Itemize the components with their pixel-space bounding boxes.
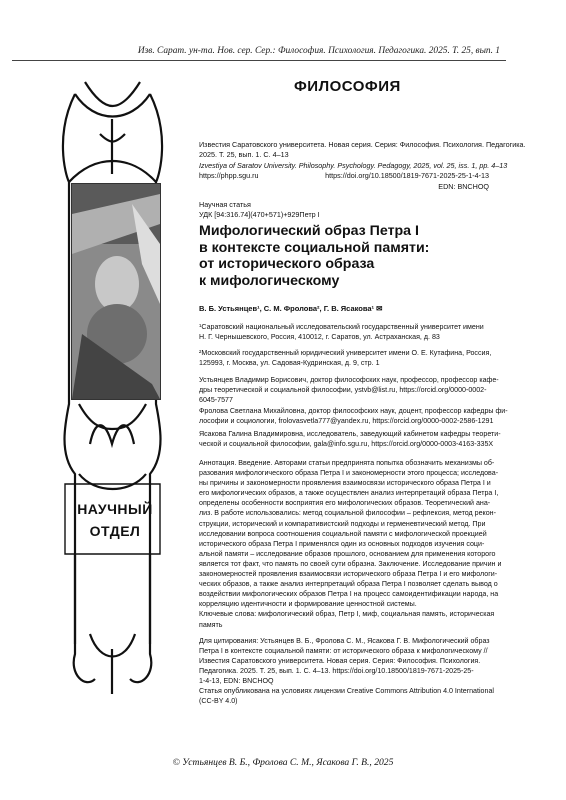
journal-meta	[199, 140, 526, 192]
affiliation-1	[199, 322, 491, 342]
article-type	[199, 200, 320, 220]
aff-line: ¹Саратовский национальный исследовательский государственный университет имени	[199, 323, 484, 331]
journal-url[interactable]: https://phpp.sgu.ru	[199, 171, 259, 181]
side-label-line-2: ОТДЕЛ	[89, 523, 141, 539]
aff-line: Н. Г. Чернышевского, Россия, 410012, г. Саратов, ул. Астраханская, д. 83	[199, 333, 440, 342]
article-type-label: Научная статья	[199, 200, 251, 209]
license-line: (CC-BY 4.0)	[199, 697, 238, 706]
abstract-line: исторического образа Петра I применялся один из основных подходов изучения соци-	[199, 539, 485, 548]
abstract-line: является тот факт, что память по своей сути образна. Заключение. Исследование причин и	[199, 559, 502, 568]
copyright-footer: © Устьянцев В. Б., Фролова С. М., Ясакова Г. В., 2025	[172, 757, 394, 768]
abstract-line: его мифологических образов, а также осуществлен анализ интерпретаций образа Петра I,	[199, 489, 499, 498]
doi-link[interactable]: https://doi.org/10.18500/1819-7671-2025-25-1-4-13	[325, 171, 489, 181]
keywords-line: Ключевые слова: мифологический образ, Петр I, миф, социальная память, историческая	[199, 610, 495, 619]
abstract-line: лиз. В работе использовались: метод социальной философии – рефлексия, метод рекон-	[199, 509, 496, 518]
section-side-label	[60, 498, 170, 542]
title-line: Мифологический образ Петра I	[199, 223, 419, 239]
aff-line: 125993, г. Москва, ул. Садовая-Кудринская, д. 9, стр. 1	[199, 359, 380, 368]
abstract-line: струкции, исторический и компаративистский подходы и герменевтический метод. При	[199, 519, 486, 528]
license-line: Статья опубликована на условиях лицензии Creative Commons Attribution 4.0 International	[199, 687, 494, 696]
article-title	[199, 223, 499, 289]
title-line: от исторического образа	[199, 256, 375, 272]
abstract-line: разования мифологического образа Петра I и закономерности этого процесса; исследова-	[199, 469, 499, 478]
author-info-2	[199, 406, 508, 426]
citation-line: Петра I в контексте социальной памяти: от исторического образа к мифологическому //	[199, 646, 488, 655]
abstract-line: Аннотация. Введение. Авторами статьи предпринята попытка обозначить механизмы об-	[199, 459, 495, 467]
citation-line: 1-4-13, EDN: BNCHOQ	[199, 676, 274, 685]
running-header: Изв. Сарат. ун-та. Нов. сер. Сер.: Философия. Психология. Педагогика. 2025. Т. 25, вып. 1	[137, 46, 500, 56]
abstract-line: исследовании вопроса соотношения социальной памяти с мифологической проекцией	[199, 529, 487, 538]
author-info-1	[199, 375, 499, 406]
edn: EDN: BNCHOQ	[438, 181, 489, 191]
meta-line: Известия Саратовского университета. Новая серия. Серия: Философия. Психология. Педагогика.	[199, 140, 526, 149]
aff-line: ческой и социальной философии, gala@info.sgu.ru, https://orcid.org/0000-0003-4163-335X	[199, 440, 494, 449]
meta-line-en: Izvestiya of Saratov University. Philosophy. Psychology. Pedagogy, 2025, vol. 25, iss. 1, pp. 4–13	[199, 160, 508, 170]
portrait-photo	[71, 183, 161, 400]
side-label-line-1: НАУЧНЫЙ	[77, 501, 153, 517]
affiliation-2	[199, 348, 491, 368]
citation-line: Для цитирования: Устьянцев В. Б., Фролова С. М., Ясакова Г. В. Мифологический образ	[199, 636, 490, 645]
aff-line: ²Московский государственный юридический университет имени О. Е. Кутафина, Россия,	[199, 349, 492, 357]
abstract-line: ческих образов, а также анализ интерпретаций образа Петра I позволяет сделать вывод о	[199, 580, 498, 589]
abstract-line: закономерностей проявления взаимосвязи исторического образа Петра I и его мифологи-	[199, 570, 498, 579]
aff-line: Устьянцев Владимир Борисович, доктор философских наук, профессор, профессор кафе-	[199, 376, 499, 384]
citation-line: Известия Саратовского университета. Новая серия. Серия: Философия. Психология.	[199, 656, 481, 665]
abstract-line: альной памяти – исследование образов прошлого, основанием для применения которого	[199, 549, 496, 558]
author-info-3	[199, 429, 501, 449]
citation-line: Педагогика. 2025. Т. 25, вып. 1. С. 4–13. https://doi.org/10.18500/1819-7671-2025-25-	[199, 666, 474, 675]
abstract-line: ны причины и закономерности проявления взаимосвязи исторического образа Петра I и	[199, 479, 491, 488]
abstract	[199, 458, 502, 706]
udc: УДК [94:316.74](470+571)+929Петр I	[199, 210, 320, 219]
aff-line: дры теоретической и социальной философии, ystvb@list.ru, https://orcid.org/0000-0002-	[199, 386, 487, 395]
abstract-line: определены особенности восприятия его мифологических образов. Теоретический ана-	[199, 499, 491, 508]
keywords-line: память	[199, 620, 223, 629]
title-line: в контексте социальной памяти:	[199, 239, 430, 256]
aff-line: Ясакова Галина Владимировна, исследователь, заведующий кабинетом кафедры теорети-	[199, 430, 501, 438]
abstract-line: воздействии мифологических образов Петра I на процесс самоидентификации народа, на	[199, 590, 499, 599]
title-line: к мифологическому	[199, 272, 340, 289]
section-title: ФИЛОСОФИЯ	[294, 78, 401, 95]
abstract-line: корреляцию идентичности и формирование ценностной системы.	[199, 600, 417, 609]
aff-line: 6045-7577	[199, 396, 233, 405]
header-rule	[12, 60, 506, 61]
aff-line: лософии и социологии, frolovasvetla777@yandex.ru, https://orcid.org/0000-0002-2586-1291	[199, 417, 494, 426]
meta-line: 2025. Т. 25, вып. 1. С. 4–13	[199, 150, 289, 160]
aff-line: Фролова Светлана Михайловна, доктор философских наук, доцент, профессор кафедры фи-	[199, 407, 508, 415]
authors: В. Б. Устьянцев¹, С. М. Фролова², Г. В. Ясакова¹ ✉	[199, 304, 383, 313]
